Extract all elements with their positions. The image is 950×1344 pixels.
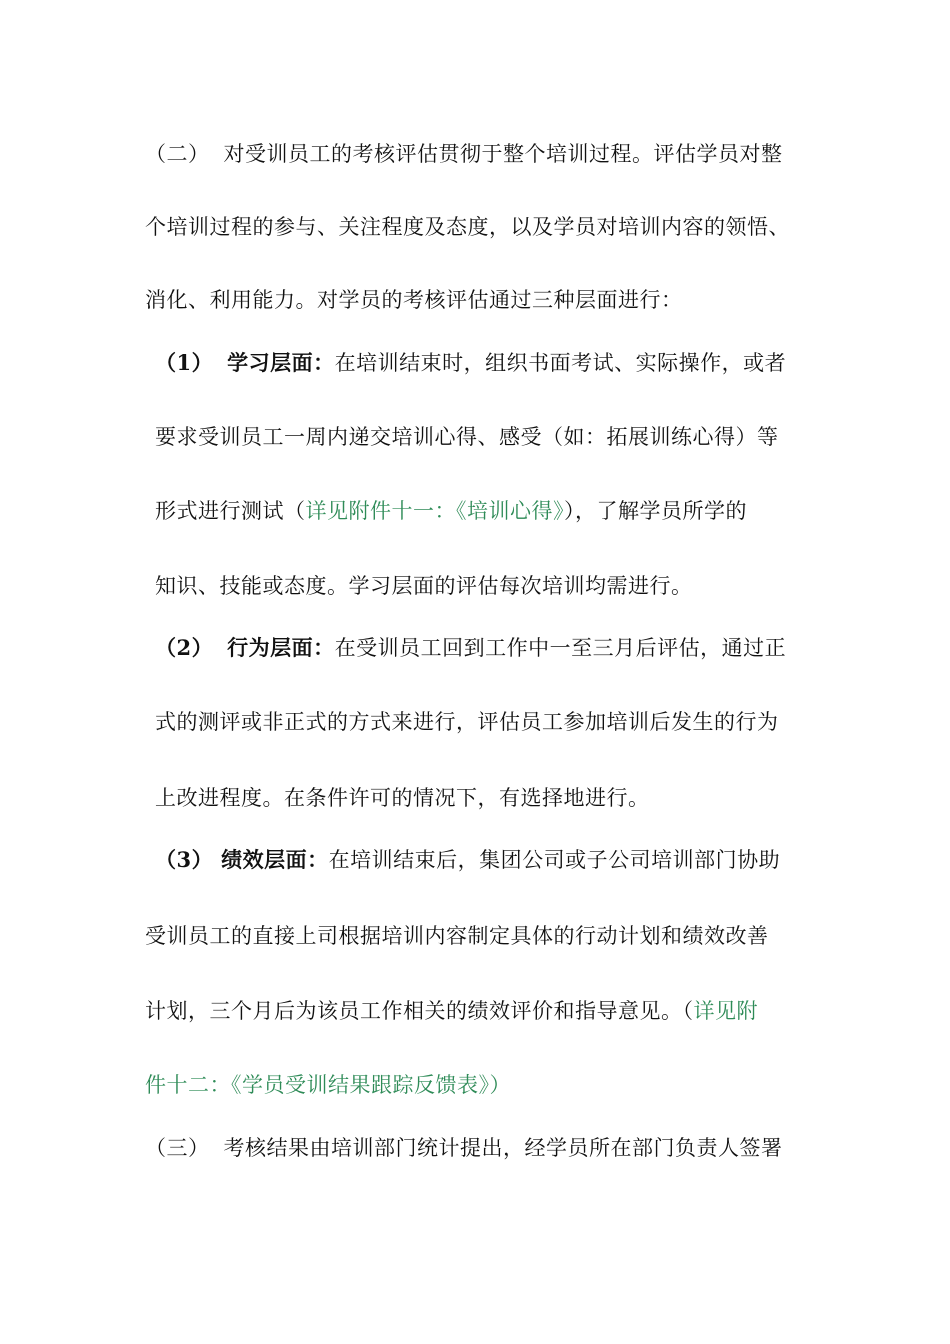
item3-line3-prefix: 计划，三个月后为该员工作相关的绩效评价和指导意见。（	[145, 999, 694, 1023]
section3-marker: （三）	[145, 1136, 210, 1160]
item1-line3	[155, 496, 747, 526]
item1-marker: （1）	[155, 350, 214, 375]
item3-line4	[145, 1070, 511, 1100]
section3-line1	[145, 1133, 783, 1163]
item2-marker: （2）	[155, 635, 214, 660]
item1-heading: 学习层面：	[227, 350, 335, 375]
item2-line2: 式的测评或非正式的方式来进行，评估员工参加培训后发生的行为	[155, 710, 779, 734]
item1-line4: 知识、技能或态度。学习层面的评估每次培训均需进行。	[155, 574, 693, 598]
item2-heading: 行为层面：	[227, 635, 335, 660]
section2-marker: （二）	[145, 142, 210, 166]
item1-line2: 要求受训员工一周内递交培训心得、感受（如：拓展训练心得）等	[155, 425, 779, 449]
attachment-12-link-part1[interactable]: 详见附	[693, 999, 758, 1023]
item3-heading: 绩效层面：	[221, 847, 329, 872]
item2-line3: 上改进程度。在条件许可的情况下，有选择地进行。	[155, 786, 650, 810]
item3-line1-text: 在培训结束后，集团公司或子公司培训部门协助	[328, 848, 781, 872]
item3-line4-suffix: ）	[489, 1073, 511, 1097]
item3-line1	[155, 845, 780, 875]
attachment-11-link[interactable]: 详见附件十一：《培训心得》	[305, 499, 564, 523]
item2-line1	[155, 633, 786, 663]
section3-line1-text: 考核结果由培训部门统计提出，经学员所在部门负责人签署	[223, 1136, 783, 1160]
item1-line3-prefix: 形式进行测试（	[155, 499, 306, 523]
item1-line1-text: 在培训结束时，组织书面考试、实际操作，或者	[334, 351, 787, 375]
item3-line2: 受训员工的直接上司根据培训内容制定具体的行动计划和绩效改善	[145, 924, 769, 948]
section2-line2: 个培训过程的参与、关注程度及态度，以及学员对培训内容的领悟、	[145, 215, 790, 239]
item1-line3-suffix: ），了解学员所学的	[564, 499, 747, 523]
section2-line1	[145, 139, 783, 169]
item3-line3	[145, 996, 758, 1026]
item3-marker: （3）	[155, 847, 214, 872]
item1-line1	[155, 348, 786, 378]
section2-line1-text: 对受训员工的考核评估贯彻于整个培训过程。评估学员对整	[223, 142, 783, 166]
item2-line1-text: 在受训员工回到工作中一至三月后评估，通过正	[334, 636, 787, 660]
section2-line3: 消化、利用能力。对学员的考核评估通过三种层面进行：	[145, 288, 683, 312]
attachment-12-link-part2[interactable]: 件十二：《学员受训结果跟踪反馈表》	[145, 1073, 490, 1097]
